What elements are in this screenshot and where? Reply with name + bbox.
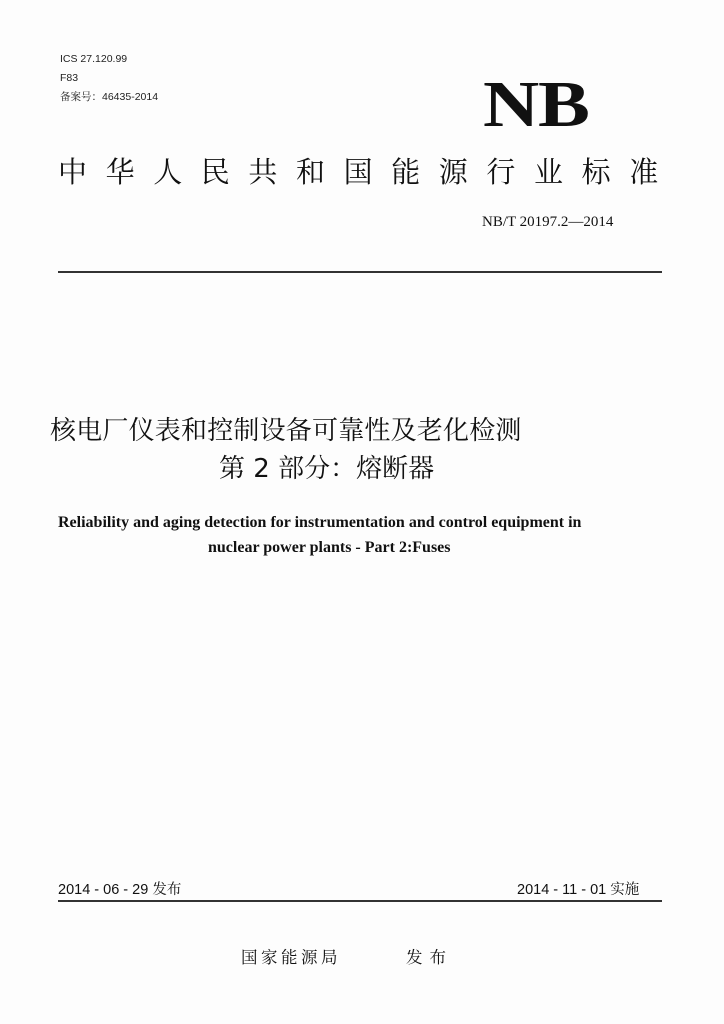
english-title-line-1: Reliability and aging detection for instrumentation and control equipment in [58, 514, 582, 531]
english-title-line-2: nuclear power plants - Part 2:Fuses [208, 539, 451, 556]
ccs-code: F83 [60, 72, 79, 84]
standard-number: NB/T 20197.2—2014 [482, 214, 614, 230]
nb-logo: NB [483, 68, 589, 141]
bottom-divider [58, 900, 662, 902]
issue-action: 发布 [406, 948, 453, 967]
chinese-title-line-1: 核电厂仪表和控制设备可靠性及老化检测 [50, 416, 522, 446]
standard-category-title: 中华人民共和国能源行业标准 [58, 155, 677, 189]
classification-block [60, 50, 158, 107]
record-number: 备案号：46435-2014 [60, 91, 159, 103]
top-divider [58, 271, 662, 273]
ics-code: ICS 27.120.99 [60, 53, 128, 65]
chinese-title-line-2: 第 2 部分：熔断器 [219, 454, 435, 484]
publish-date: 2014 - 06 - 29 发布 [58, 882, 182, 898]
issuing-authority: 国家能源局 [241, 948, 341, 967]
effective-date: 2014 - 11 - 01 实施 [517, 882, 640, 898]
